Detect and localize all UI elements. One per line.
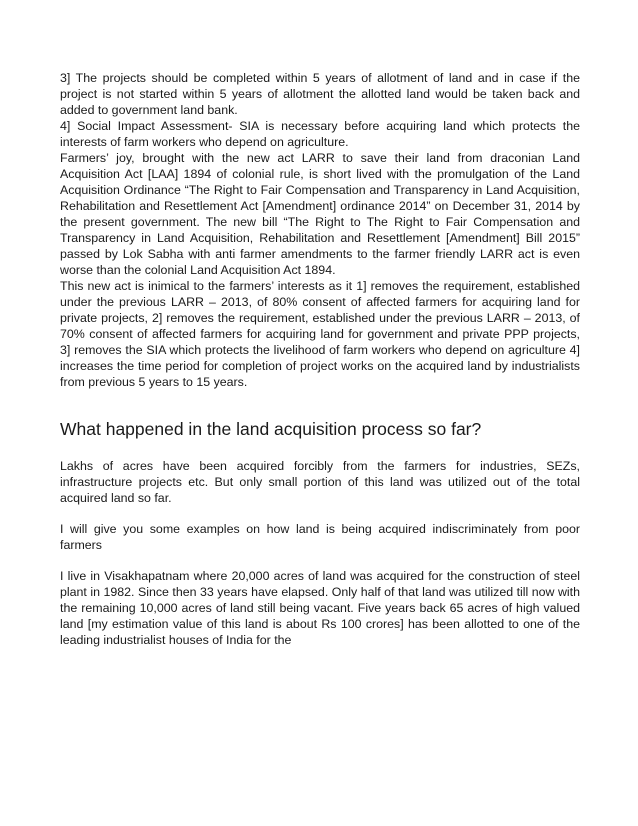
paragraph-social-impact-assessment: 4] Social Impact Assessment- SIA is necessary before acquiring land which protects the interests of farm workers who depend on agriculture. — [60, 119, 580, 149]
paragraph-new-act-inimical: This new act is inimical to the farmers’ interests as it 1] removes the requirement, established under the previous LARR – 2013, of 80% consent of affected farmers for acquiring land for private projects, 2] removes the requirement, established under the previous LARR – 2013, of 70% consent of affected farmers for acquiring land for government and private PPP projects, 3] removes the SIA which protects the livelihood of farm workers who depend on agriculture 4] increases the time period for completion of project works on the acquired land by industrialists from previous 5 years to 15 years. — [60, 279, 580, 389]
section-heading: What happened in the land acquisition process so far? — [60, 419, 482, 439]
paragraph-projects-completion: 3] The projects should be completed within 5 years of allotment of land and in case if the project is not started within 5 years of allotment the allotted land would be taken back and added to government land bank. — [60, 71, 580, 117]
paragraph-farmers-joy: Farmers’ joy, brought with the new act LARR to save their land from draconian Land Acquisition Act [LAA] 1894 of colonial rule, is short lived with the promulgation of the Land Acquisition Ordinance “The Right to Fair Compensation and Transparency in Land Acquisition, Rehabilitation and Resettlement Act [Amendment] ordinance 2014” on December 31, 2014 by the present government. The new bill “The Right to The Right to Fair Compensation and Transparency in Land Acquisition, Rehabilitation and Resettlement [Amendment] Bill 2015” passed by Lok Sabha with anti farmer amendments to the farmer friendly LARR act is even worse than the colonial Land Acquisition Act 1894. — [60, 151, 580, 277]
paragraph-lakhs-of-acres: Lakhs of acres have been acquired forcibly from the farmers for industries, SEZs, infrastructure projects etc. But only small portion of this land was utilized out of the total acquired land so far. — [60, 459, 580, 505]
paragraph-visakhapatnam: I live in Visakhapatnam where 20,000 acres of land was acquired for the construction of steel plant in 1982. Since then 33 years have elapsed. Only half of that land was utilized till now with the remaining 10,000 acres of land still being vacant. Five years back 65 acres of high valued land [my estimation value of this land is about Rs 100 crores] has been allotted to one of the leading industrialist houses of India for the — [60, 569, 580, 647]
paragraph-gap — [60, 506, 580, 521]
paragraph-examples-intro: I will give you some examples on how land is being acquired indiscriminately from poor farmers — [60, 522, 580, 552]
document-page — [60, 70, 580, 648]
paragraph-gap — [60, 553, 580, 568]
